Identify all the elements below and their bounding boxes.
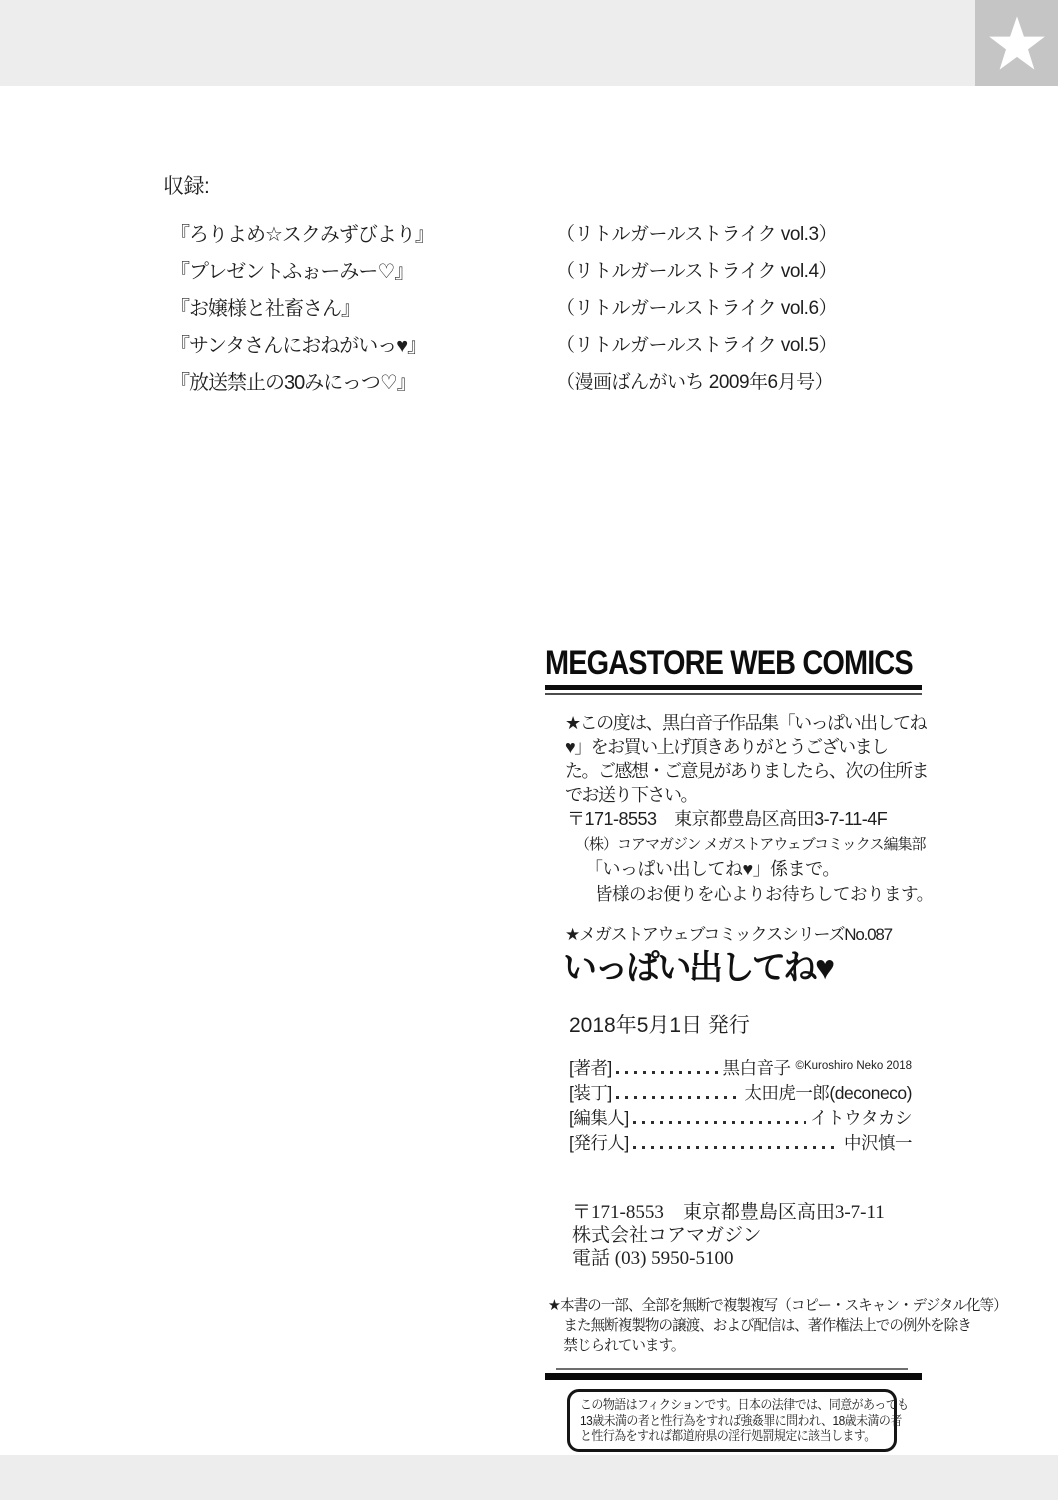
book-title: いっぱい出してね♥: [563, 949, 833, 987]
toc-row: [170, 325, 923, 362]
credit-label: [編集人]: [569, 1108, 629, 1128]
page-corner-badge: [975, 0, 1058, 86]
publisher-address-line: 株式会社コアマガジン: [572, 1225, 762, 1246]
copyright-warning: [545, 1296, 1007, 1356]
toc-source: （リトルガールストライク vol.6）: [556, 298, 838, 319]
disclaimer-line: 13歳未満の者と性行為をすれば強姦罪に問われ、18歳未満の者: [580, 1412, 902, 1428]
toc-title: 『放送禁止の30みにっつ♡』: [170, 372, 416, 394]
credit-label: [装丁]: [569, 1083, 612, 1103]
copyright-warning-line: 禁じられています。: [563, 1337, 685, 1354]
credit-label: [発行人]: [569, 1133, 629, 1153]
publisher-address-line: 〒171-8553 東京都豊島区高田3-7-11: [572, 1202, 885, 1223]
toc-row: [170, 251, 923, 288]
star-icon: [988, 14, 1046, 72]
toc-source: （リトルガールストライク vol.5）: [556, 335, 838, 356]
toc-title: 『お嬢様と社畜さん』: [170, 298, 360, 320]
disclaimer-line: と性行為をすれば都道府県の淫行処罰規定に該当します。: [580, 1428, 876, 1443]
toc-row: [170, 288, 923, 325]
toc-title: 『ろりよめ☆スクみずびより』: [170, 224, 434, 246]
publisher-brand-title: MEGASTORE WEB COMICS: [545, 644, 913, 682]
disclaimer-line: この物語はフィクションです。日本の法律では、同意があっても: [580, 1397, 909, 1412]
separator-thick: [545, 1373, 922, 1380]
separator-thin: [556, 1368, 908, 1370]
editorial-address: [545, 807, 934, 907]
copyright-warning-line: ★本書の一部、全部を無断で複製複写（コピー・スキャン・デジタル化等）: [547, 1297, 1007, 1314]
publish-date: 2018年5月1日 発行: [569, 1014, 750, 1037]
brand-rule-thin: [545, 693, 922, 695]
editorial-address-line: 「いっぱい出してね♥」係まで。: [585, 859, 840, 879]
editorial-address-line: 〒171-8553 東京都豊島区高田3-7-11-4F: [567, 809, 888, 829]
credit-name: 黒白音子: [722, 1058, 791, 1078]
thanks-paragraph: [545, 711, 928, 807]
toc-source: （漫画ばんがいち 2009年6月号）: [556, 372, 834, 393]
disclaimer-box: [567, 1389, 909, 1452]
toc-heading: 収録:: [163, 175, 210, 198]
credit-name: 太田虎一郎(deconeco): [744, 1083, 912, 1103]
credit-row: [569, 1131, 912, 1156]
colophon-section: [545, 644, 1007, 1452]
toc-section: [163, 170, 923, 399]
credit-name: 中沢慎一: [844, 1133, 912, 1153]
toc-title: 『サンタさんにおねがいっ♥』: [170, 335, 427, 357]
publisher-address: [545, 1201, 922, 1270]
thanks-line: ★この度は、黒白音子作品集「いっぱい出してね: [565, 713, 927, 733]
top-margin-band: [0, 0, 1058, 86]
credit-label: [著者]: [569, 1058, 612, 1078]
credit-row: [569, 1081, 912, 1106]
toc-source: （リトルガールストライク vol.3）: [556, 224, 838, 245]
toc-source: （リトルガールストライク vol.4）: [556, 261, 838, 282]
bottom-margin-band: [0, 1455, 1058, 1500]
toc-row: [170, 214, 923, 251]
copyright-warning-line: また無断複製物の譲渡、および配信は、著作権法上での例外を除き: [563, 1317, 971, 1334]
credit-leader-dots: [633, 1121, 806, 1124]
credit-name: イトウタカシ: [810, 1108, 912, 1128]
editorial-address-line: 皆様のお便りを心よりお待ちしております。: [595, 884, 934, 904]
credit-leader-dots: [616, 1096, 741, 1099]
credit-leader-dots: [616, 1071, 719, 1074]
thanks-line: た。ご感想・ご意見がありましたら、次の住所ま: [565, 761, 928, 781]
credit-copyright: ©Kuroshiro Neko 2018: [795, 1060, 912, 1072]
toc-title: 『プレゼントふぉーみー♡』: [170, 261, 414, 283]
brand-rule-thick: [545, 685, 922, 690]
series-number-line: ★メガストアウェブコミックスシリーズNo.087: [565, 925, 892, 944]
credits-list: [569, 1054, 912, 1156]
thanks-line: ♥」をお買い上げ頂きありがとうございまし: [565, 737, 888, 757]
credit-leader-dots: [633, 1146, 840, 1149]
editorial-address-line: （株）コアマガジン メガストアウェブコミックス編集部: [575, 836, 926, 853]
publisher-address-line: 電話 (03) 5950-5100: [572, 1248, 734, 1269]
credit-row: [569, 1106, 912, 1131]
thanks-line: でお送り下さい。: [565, 785, 697, 805]
toc-row: [170, 362, 923, 399]
credit-row: [569, 1054, 912, 1081]
